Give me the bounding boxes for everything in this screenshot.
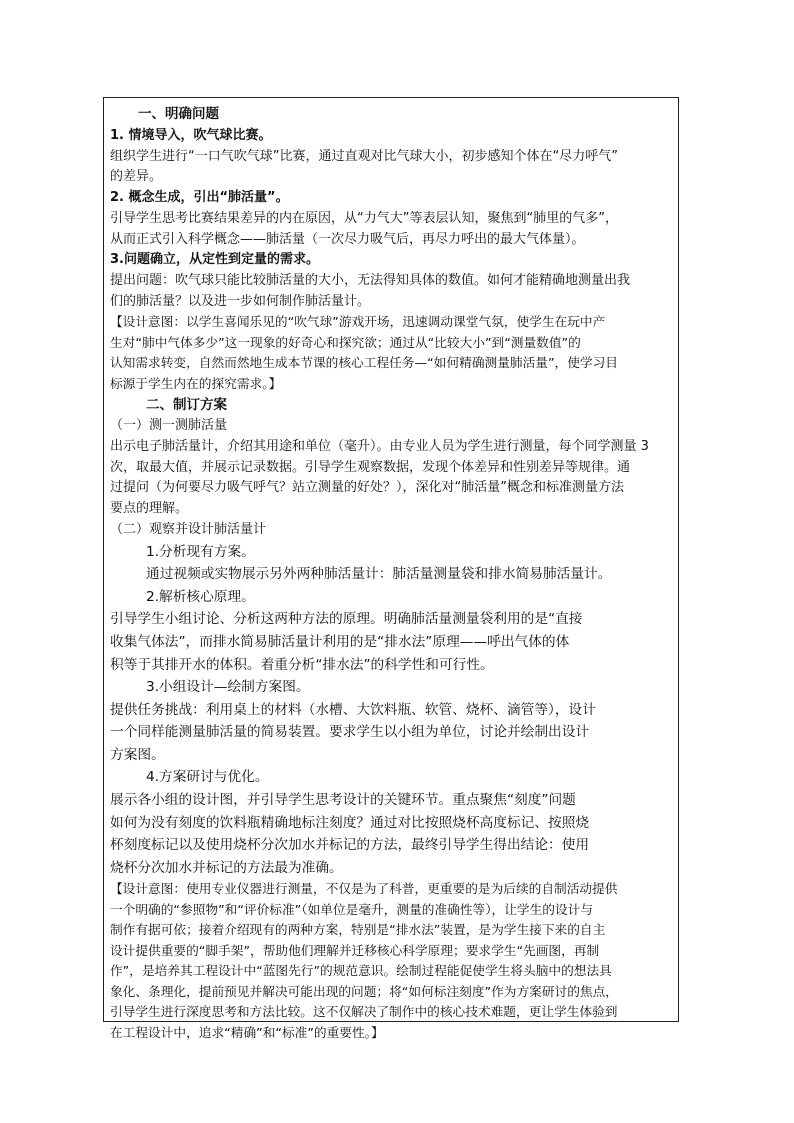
section1-text: 们的肺活量？以及进一步如何制作肺活量计。 <box>110 293 371 309</box>
step4-text: 烧杯分次加水并标记的方法最为准确。 <box>110 859 343 876</box>
step2-text: 积等于其排开水的体积。着重分析“排水法”的科学性和可行性。 <box>110 656 494 673</box>
design-intent-1: 认知需求转变，自然而然地生成本节课的核心工程任务—“如何精确测量肺活量”，使学习目 <box>110 355 618 371</box>
design-intent-2: 在工程设计中，追求“精确”和“标准”的重要性。】 <box>110 1024 384 1040</box>
design-intent-2: 【设计意图：使用专业仪器进行测量，不仅是为了科普，更重要的是为后续的自制活动提供 <box>110 881 618 897</box>
section2-text: 要点的理解。 <box>110 501 189 517</box>
design-intent-2: 作”，是培养其工程设计中“蓝图先行”的规范意识。绘制过程能促使学生将头脑中的想法具 <box>110 963 612 979</box>
section-heading-2: 二、制订方案 <box>146 397 227 414</box>
design-intent-2: 象化、条理化，提前预见并解决可能出现的问题；将“如何标注刻度”作为方案研讨的焦点， <box>110 983 618 999</box>
step1-title: 1.分析现有方案。 <box>146 543 255 560</box>
section2-text: 次，取最大值，并展示记录数据。引导学生观察数据，发现个体差异和性别差异等规律。通 <box>110 459 631 475</box>
design-intent-1: 生对“肺中气体多少”这一现象的好奇心和探究欲；通过从“比较大小”到“测量数值”的 <box>110 334 581 350</box>
step4-title: 4.方案研讨与优化。 <box>146 769 269 786</box>
section2-text: 过提问（为何要尽力吸气呼气？站立测量的好处？），深化对“肺活量”概念和标准测量方法 <box>110 480 624 496</box>
step2-text: 收集气体法”，而排水简易肺活量计利用的是“排水法”原理——呼出气体的体 <box>110 633 570 650</box>
section-heading-1: 一、明确问题 <box>138 106 219 122</box>
step4-text: 杯刻度标记以及使用烧杯分次加水并标记的方法，最终引导学生得出结论：使用 <box>110 837 590 854</box>
section1-step2: 2. 概念生成，引出“肺活量”。 <box>110 190 289 206</box>
section1-text: 引导学生思考比赛结果差异的内在原因，从“力气大”等表层认知，聚焦到“肺里的气多”， <box>110 210 618 226</box>
section1-text: 组织学生进行“一口气吹气球”比赛，通过直观对比气球大小，初步感知个体在“尽力呼气” <box>110 148 618 164</box>
design-intent-2: 制作有据可依；接着介绍现有的两种方案，特别是“排水法”装置，是为学生接下来的自主 <box>110 922 606 938</box>
step2-text: 引导学生小组讨论、分析这两种方法的原理。明确肺活量测量袋利用的是“直接 <box>110 611 583 628</box>
section1-step1: 1. 情境导入，吹气球比赛。 <box>110 128 272 143</box>
step2-title: 2.解析核心原理。 <box>146 588 255 605</box>
section2-text: 出示电子肺活量计，介绍其用途和单位（毫升）。由专业人员为学生进行测量，每个同学测量 3 <box>110 439 649 455</box>
design-intent-2: 一个明确的“参照物”和“评价标准”（如单位是毫升，测量的准确性等），让学生的设计与 <box>110 901 594 917</box>
step3-text: 一个同样能测量肺活量的简易装置。要求学生以小组为单位，讨论并绘制出设计 <box>110 724 590 741</box>
step3-text: 提供任务挑战：利用桌上的材料（水槽、大饮料瓶、软管、烧杯、滴管等），设计 <box>110 701 596 718</box>
section1-step3: 3.问题确立，从定性到定量的需求。 <box>110 252 319 268</box>
section1-text: 的差异。 <box>110 169 163 185</box>
design-intent-1: 标源于学生内在的探究需求。】 <box>110 375 282 391</box>
section1-text: 提出问题：吹气球只能比较肺活量的大小，无法得知具体的数值。如何才能精确地测量出我 <box>110 272 631 288</box>
design-intent-2: 引导学生进行深度思考和方法比较。这不仅解决了制作中的核心技术难题，更让学生体验到 <box>110 1004 618 1020</box>
step1-text: 通过视频或实物展示另外两种肺活量计：肺活量测量袋和排水简易肺活量计。 <box>146 566 612 583</box>
step4-text: 展示各小组的设计图，并引导学生思考设计的关键环节。重点聚焦“刻度”问题 <box>110 792 576 809</box>
step3-title: 3.小组设计—绘制方案图。 <box>146 679 310 696</box>
design-intent-2: 设计提供重要的“脚手架”，帮助他们理解并迁移核心科学原理；要求学生“先画图，再制 <box>110 942 600 958</box>
step4-text: 如何为没有刻度的饮料瓶精确地标注刻度？通过对比按照烧杯高度标记、按照烧 <box>110 814 590 831</box>
design-intent-1: 【设计意图：以学生喜闻乐见的“吹气球”游戏开场，迅速调动课堂气氛，使学生在玩中产 <box>110 314 606 330</box>
lesson-plan-table <box>103 97 679 1040</box>
section1-text: 从而正式引入科学概念——肺活量（一次尽力吸气后，再尽力呼出的最大气体量）。 <box>110 231 585 247</box>
step3-text: 方案图。 <box>110 746 165 763</box>
subsection-title-1: （一）测一测肺活量 <box>110 418 228 434</box>
subsection-title-2: （二）观察并设计肺活量计 <box>110 521 267 537</box>
